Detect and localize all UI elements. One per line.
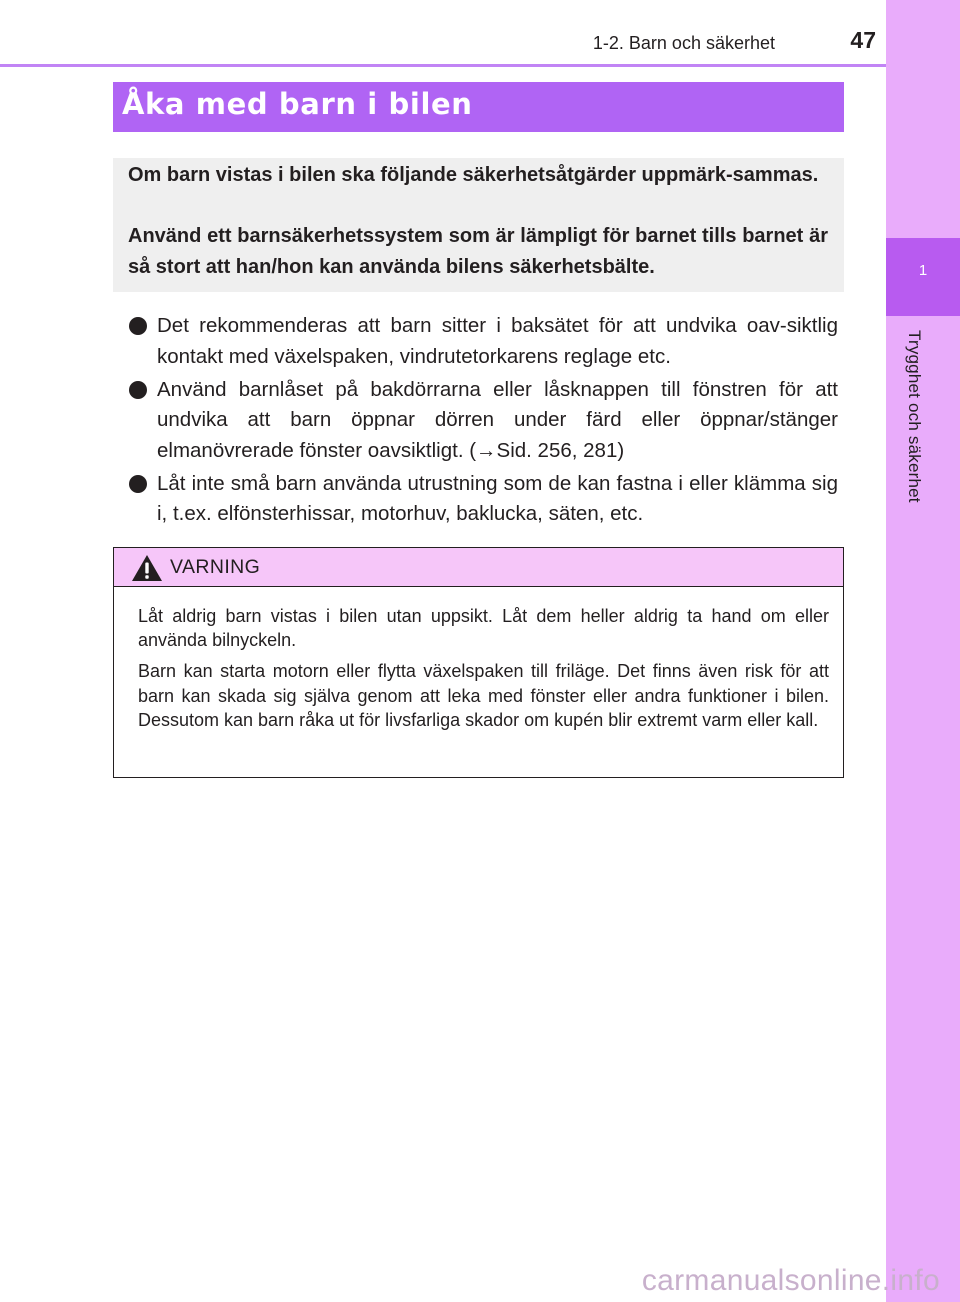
intro-paragraph-1: Om barn vistas i bilen ska följande säkerhetsåtgärder uppmärk-sammas.	[128, 164, 819, 186]
warning-title: VARNING	[170, 556, 261, 578]
page-title: Åka med barn i bilen	[122, 87, 473, 121]
bullet-list	[129, 311, 838, 532]
page-number: 47	[850, 27, 876, 53]
warning-paragraph: Barn kan starta motorn eller flytta växelspaken till friläge. Det finns även risk för att barn kan skada sig själva genom att leka med fönster eller andra funktioner i bilen. Dessutom kan barn råka ut för livsfarliga skador om kupén blir extremt varm eller kall.	[138, 661, 829, 730]
list-item	[129, 311, 838, 372]
title-bar	[113, 82, 844, 132]
header-divider	[0, 64, 886, 67]
chapter-tab[interactable]	[886, 238, 960, 316]
bullet-text: Låt inte små barn använda utrustning som de kan fastna i eller klämma sig i, t.ex. elfönsterhissar, motorhuv, baklucka, säten, etc.	[157, 471, 838, 525]
chapter-number: 1	[918, 262, 928, 279]
side-tab	[886, 0, 960, 1302]
bullet-text: Det rekommenderas att barn sitter i baksätet för att undvika oav-siktlig kontakt med växelspaken, vindrutetorkarens reglage etc.	[157, 314, 838, 368]
list-item	[129, 469, 838, 530]
intro-paragraph-2: Använd ett barnsäkerhetssystem som är lämpligt för barnet tills barnet är så stort att han/hon kan använda bilens säkerhetsbälte.	[128, 225, 828, 278]
warning-body	[138, 604, 829, 739]
watermark: carmanualsonline.info	[641, 1264, 940, 1297]
intro-box	[113, 158, 844, 292]
warning-header	[114, 548, 843, 587]
warning-box	[113, 547, 844, 778]
chapter-label: Trygghet och säkerhet	[905, 330, 924, 503]
list-item	[129, 375, 838, 467]
bullet-dot-icon	[129, 317, 147, 335]
warning-paragraph: Låt aldrig barn vistas i bilen utan uppsikt. Låt dem heller aldrig ta hand om eller använda bilnyckeln.	[138, 606, 829, 651]
header-section-title: 1-2. Barn och säkerhet	[592, 33, 775, 53]
warning-triangle-icon	[131, 554, 163, 582]
bullet-dot-icon	[129, 475, 147, 493]
bullet-text: Använd barnlåset på bakdörrarna eller låsknappen till fönstren för att undvika att barn öppnar dörren under färd eller öppnar/stänger elmanövrerade fönster oavsiktligt. (→Sid. 256, 281)	[157, 377, 838, 462]
bullet-dot-icon	[129, 381, 147, 399]
